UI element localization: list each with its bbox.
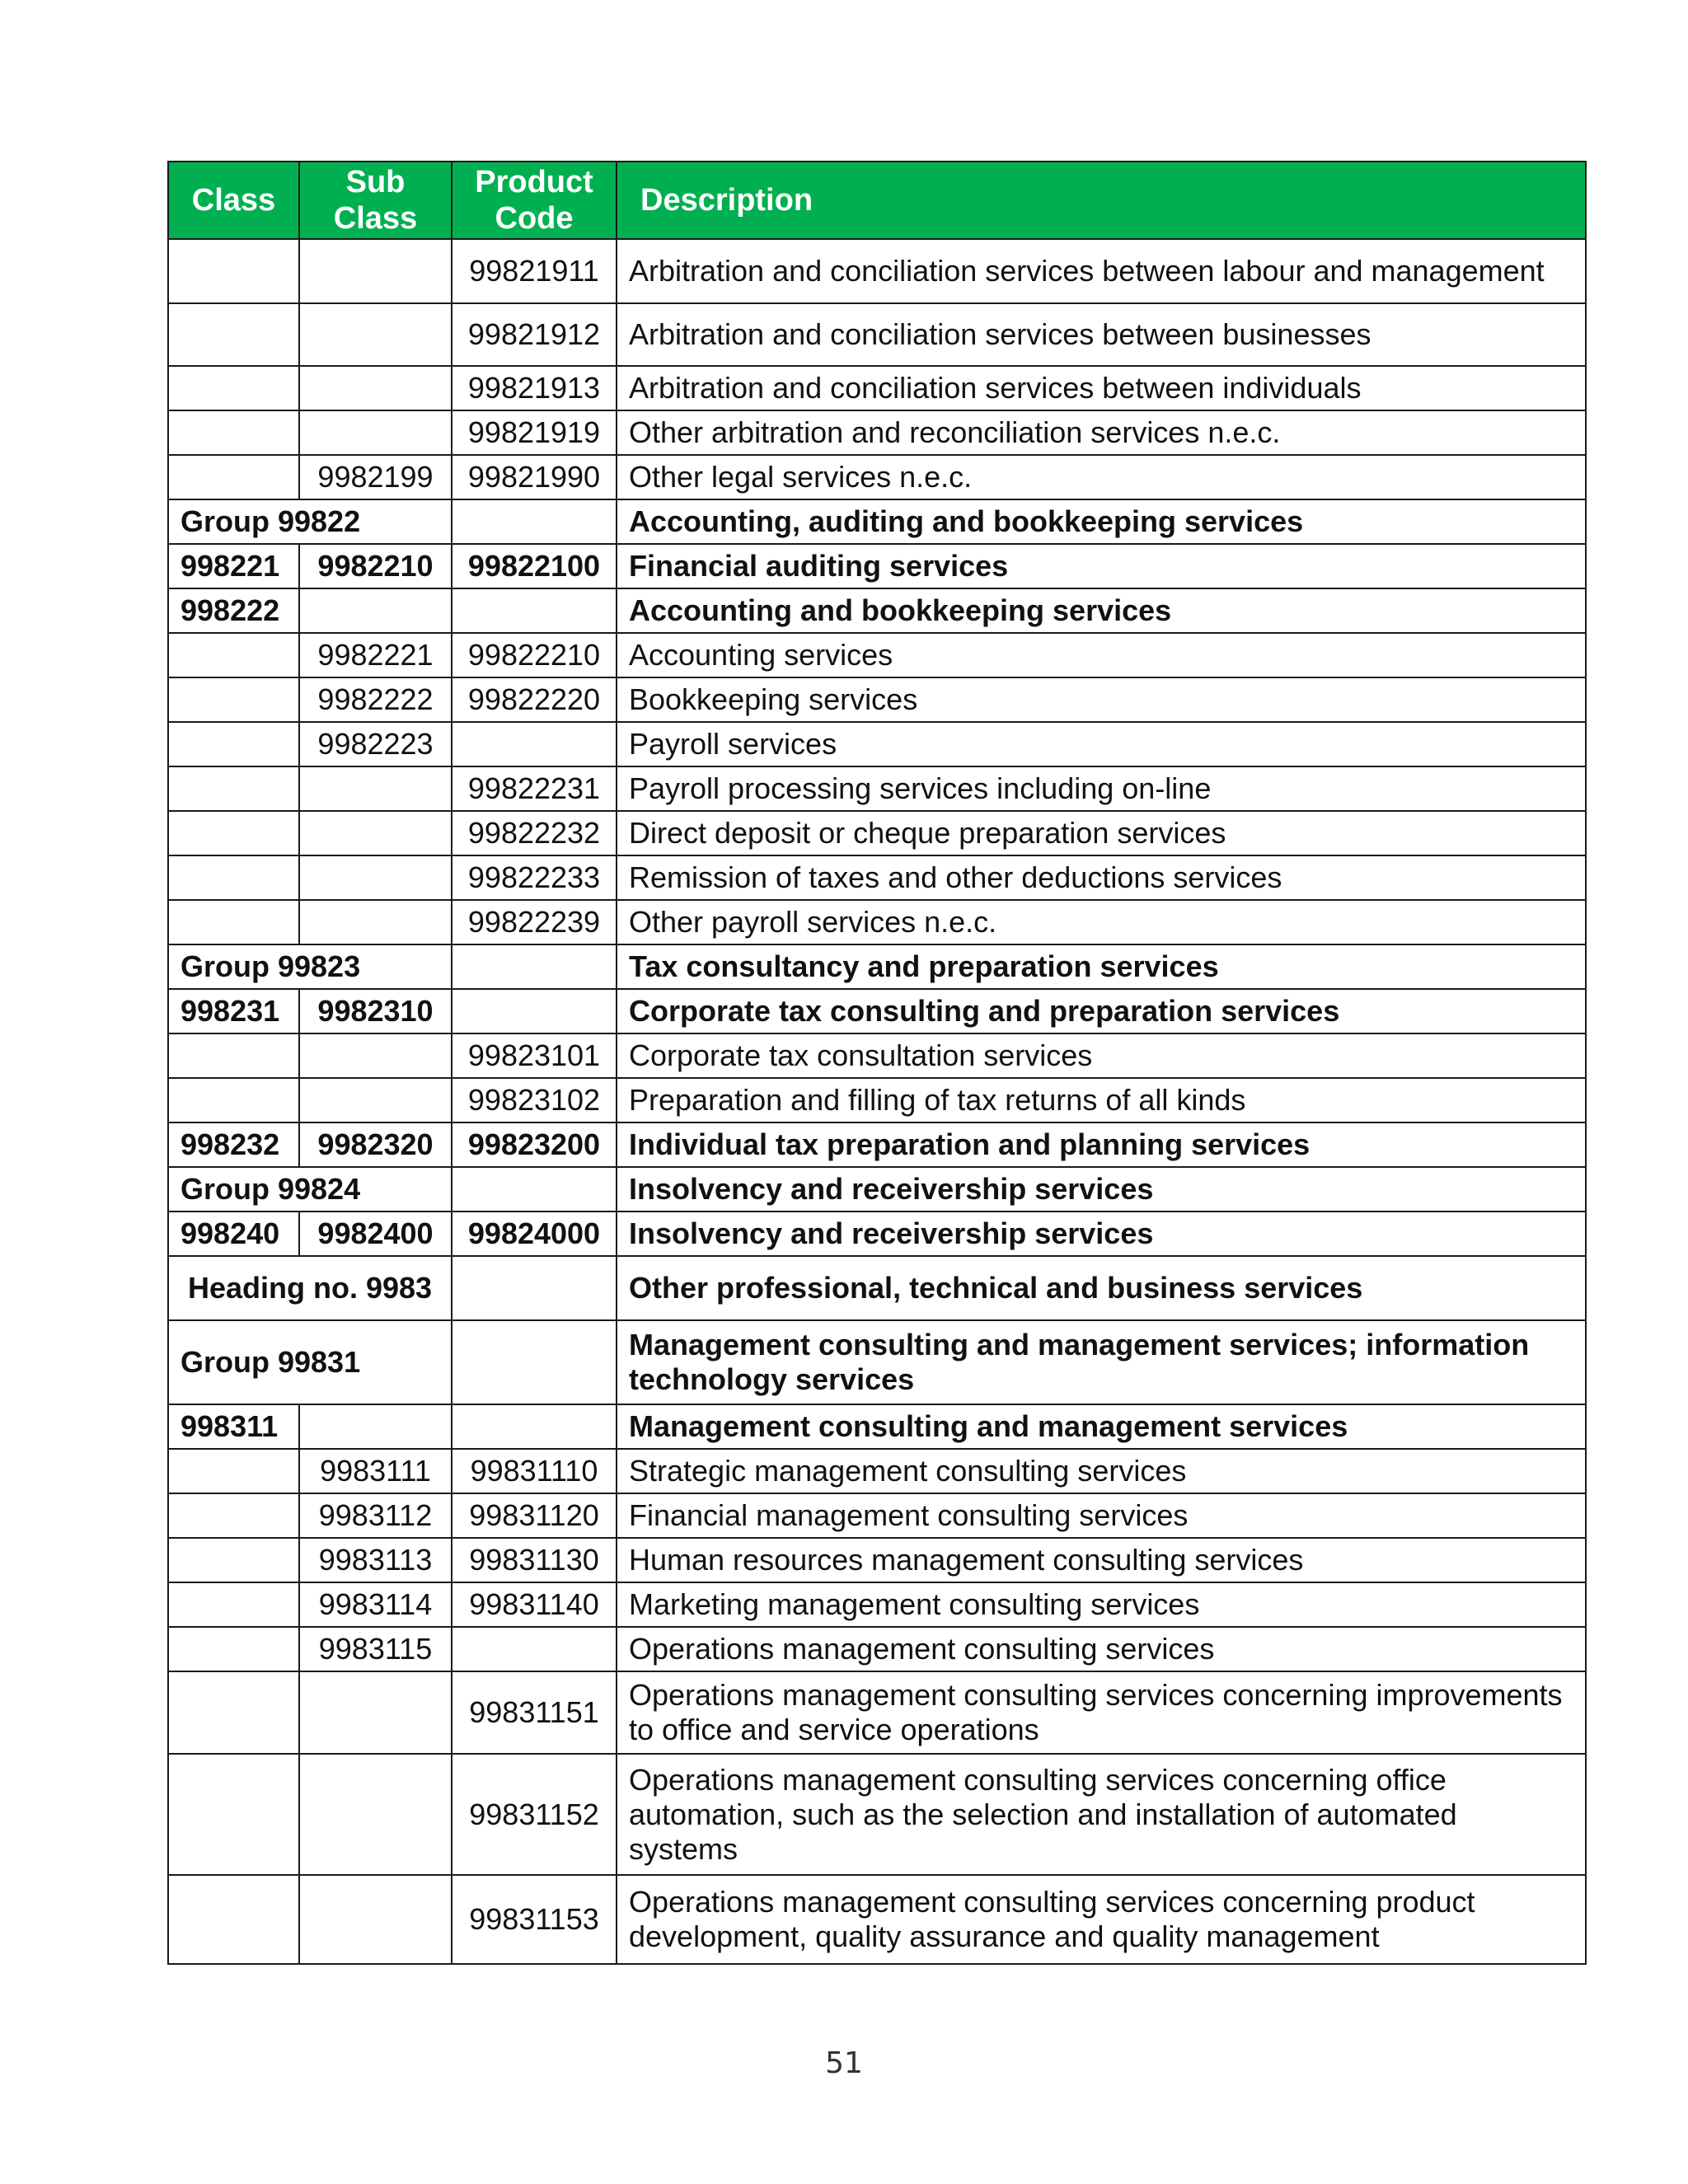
product-code-cell: 99823102 (452, 1078, 617, 1122)
product-code-cell: 99822231 (452, 766, 617, 811)
table-row (168, 1404, 1586, 1449)
table-row (168, 677, 1586, 722)
description-cell: Bookkeeping services (617, 677, 1586, 722)
class-cell: 998221 (168, 544, 299, 588)
description-cell: Operations management consulting services concerning product development, quality assurance and quality management (617, 1875, 1586, 1964)
description-cell: Tax consultancy and preparation services (617, 944, 1586, 989)
class-cell (168, 1671, 299, 1754)
class-cell: 998222 (168, 588, 299, 633)
sub-class-cell (299, 303, 452, 366)
sub-class-cell: 9982210 (299, 544, 452, 588)
sub-class-cell: 9983111 (299, 1449, 452, 1493)
product-code-cell: 99823200 (452, 1122, 617, 1167)
table-row (168, 1212, 1586, 1256)
sub-class-cell (299, 855, 452, 900)
sub-class-cell (299, 410, 452, 455)
product-code-cell: 99822232 (452, 811, 617, 855)
product-code-cell: 99831152 (452, 1754, 617, 1875)
table-row (168, 1122, 1586, 1167)
sub-class-cell (299, 1033, 452, 1078)
description-cell: Remission of taxes and other deductions services (617, 855, 1586, 900)
description-cell: Payroll services (617, 722, 1586, 766)
description-cell: Strategic management consulting services (617, 1449, 1586, 1493)
product-code-cell (452, 1404, 617, 1449)
class-cell: 998240 (168, 1212, 299, 1256)
table-row (168, 1320, 1586, 1404)
class-cell (168, 1627, 299, 1671)
class-cell (168, 1033, 299, 1078)
class-cell: 998231 (168, 989, 299, 1033)
table-row (168, 1754, 1586, 1875)
table-row (168, 303, 1586, 366)
description-cell: Arbitration and conciliation services between individuals (617, 366, 1586, 410)
table-row (168, 1627, 1586, 1671)
class-label-cell: Heading no. 9983 (168, 1256, 452, 1320)
classification-table (167, 161, 1587, 1965)
class-cell (168, 366, 299, 410)
sub-class-cell: 9982222 (299, 677, 452, 722)
class-cell (168, 855, 299, 900)
product-code-cell (452, 1627, 617, 1671)
description-cell: Operations management consulting services concerning improvements to office and service operations (617, 1671, 1586, 1754)
table-row (168, 588, 1586, 633)
product-code-cell: 99822220 (452, 677, 617, 722)
class-cell (168, 1078, 299, 1122)
class-cell: 998311 (168, 1404, 299, 1449)
class-cell (168, 303, 299, 366)
sub-class-cell: 9983112 (299, 1493, 452, 1538)
table-row (168, 1538, 1586, 1582)
product-code-cell: 99831110 (452, 1449, 617, 1493)
description-cell: Arbitration and conciliation services between labour and management (617, 239, 1586, 303)
header-class: Class (168, 162, 299, 239)
table-row (168, 544, 1586, 588)
table-row (168, 1033, 1586, 1078)
table-row (168, 1582, 1586, 1627)
product-code-cell: 99831153 (452, 1875, 617, 1964)
sub-class-cell: 9982199 (299, 455, 452, 499)
sub-class-cell (299, 588, 452, 633)
class-cell (168, 1875, 299, 1964)
sub-class-cell (299, 766, 452, 811)
description-cell: Insolvency and receivership services (617, 1212, 1586, 1256)
table-row (168, 239, 1586, 303)
sub-class-cell (299, 366, 452, 410)
product-code-cell: 99831130 (452, 1538, 617, 1582)
sub-class-cell: 9982223 (299, 722, 452, 766)
description-cell: Management consulting and management services (617, 1404, 1586, 1449)
product-code-cell: 99823101 (452, 1033, 617, 1078)
description-cell: Preparation and filling of tax returns of all kinds (617, 1078, 1586, 1122)
product-code-cell: 99831140 (452, 1582, 617, 1627)
class-cell (168, 633, 299, 677)
table-body (168, 239, 1586, 1964)
product-code-cell: 99831151 (452, 1671, 617, 1754)
sub-class-cell (299, 1671, 452, 1754)
table-row (168, 989, 1586, 1033)
sub-class-cell: 9983115 (299, 1627, 452, 1671)
product-code-cell (452, 944, 617, 989)
class-cell (168, 677, 299, 722)
class-label-cell: Group 99823 (168, 944, 452, 989)
sub-class-cell: 9982400 (299, 1212, 452, 1256)
description-cell: Corporate tax consultation services (617, 1033, 1586, 1078)
table-row (168, 900, 1586, 944)
table-row (168, 1256, 1586, 1320)
class-cell (168, 900, 299, 944)
description-cell: Management consulting and management services; information technology services (617, 1320, 1586, 1404)
product-code-cell: 99822210 (452, 633, 617, 677)
class-cell (168, 722, 299, 766)
product-code-cell (452, 499, 617, 544)
class-cell (168, 1538, 299, 1582)
description-cell: Other legal services n.e.c. (617, 455, 1586, 499)
class-cell (168, 410, 299, 455)
header-sub-class: Sub Class (299, 162, 452, 239)
description-cell: Financial auditing services (617, 544, 1586, 588)
description-cell: Human resources management consulting services (617, 1538, 1586, 1582)
class-cell (168, 239, 299, 303)
class-cell (168, 766, 299, 811)
description-cell: Payroll processing services including on-line (617, 766, 1586, 811)
table-row (168, 722, 1586, 766)
table-row (168, 1875, 1586, 1964)
class-cell (168, 1493, 299, 1538)
product-code-cell (452, 588, 617, 633)
description-cell: Operations management consulting services concerning office automation, such as the selection and installation of automated systems (617, 1754, 1586, 1875)
table-row (168, 366, 1586, 410)
sub-class-cell (299, 1754, 452, 1875)
sub-class-cell: 9982221 (299, 633, 452, 677)
class-cell (168, 1449, 299, 1493)
table-row (168, 1671, 1586, 1754)
table-row (168, 944, 1586, 989)
description-cell: Operations management consulting services (617, 1627, 1586, 1671)
class-label-cell: Group 99831 (168, 1320, 452, 1404)
table-row (168, 455, 1586, 499)
table-row (168, 1167, 1586, 1212)
sub-class-cell (299, 900, 452, 944)
header-description: Description (617, 162, 1586, 239)
sub-class-cell (299, 1404, 452, 1449)
table-row (168, 633, 1586, 677)
description-cell: Arbitration and conciliation services between businesses (617, 303, 1586, 366)
table-row (168, 410, 1586, 455)
product-code-cell: 99821911 (452, 239, 617, 303)
product-code-cell: 99822233 (452, 855, 617, 900)
sub-class-cell: 9983114 (299, 1582, 452, 1627)
sub-class-cell (299, 1078, 452, 1122)
product-code-cell: 99822239 (452, 900, 617, 944)
product-code-cell: 99831120 (452, 1493, 617, 1538)
description-cell: Accounting and bookkeeping services (617, 588, 1586, 633)
class-cell: 998232 (168, 1122, 299, 1167)
description-cell: Accounting services (617, 633, 1586, 677)
table-row (168, 1493, 1586, 1538)
description-cell: Other arbitration and reconciliation services n.e.c. (617, 410, 1586, 455)
product-code-cell: 99822100 (452, 544, 617, 588)
sub-class-cell (299, 811, 452, 855)
product-code-cell (452, 1256, 617, 1320)
table-row (168, 499, 1586, 544)
product-code-cell: 99824000 (452, 1212, 617, 1256)
table-row (168, 855, 1586, 900)
sub-class-cell (299, 1875, 452, 1964)
product-code-cell: 99821919 (452, 410, 617, 455)
page-number: 51 (825, 2046, 863, 2080)
header-product-code: Product Code (452, 162, 617, 239)
description-cell: Individual tax preparation and planning services (617, 1122, 1586, 1167)
product-code-cell (452, 989, 617, 1033)
description-cell: Corporate tax consulting and preparation services (617, 989, 1586, 1033)
description-cell: Other payroll services n.e.c. (617, 900, 1586, 944)
product-code-cell: 99821912 (452, 303, 617, 366)
class-label-cell: Group 99824 (168, 1167, 452, 1212)
sub-class-cell: 9982310 (299, 989, 452, 1033)
product-code-cell (452, 722, 617, 766)
table-row (168, 1449, 1586, 1493)
product-code-cell: 99821913 (452, 366, 617, 410)
sub-class-cell (299, 239, 452, 303)
description-cell: Direct deposit or cheque preparation services (617, 811, 1586, 855)
class-cell (168, 1582, 299, 1627)
table-header-row (168, 162, 1586, 239)
description-cell: Accounting, auditing and bookkeeping services (617, 499, 1586, 544)
table-row (168, 1078, 1586, 1122)
sub-class-cell: 9982320 (299, 1122, 452, 1167)
description-cell: Other professional, technical and business services (617, 1256, 1586, 1320)
class-cell (168, 811, 299, 855)
class-cell (168, 455, 299, 499)
sub-class-cell: 9983113 (299, 1538, 452, 1582)
description-cell: Marketing management consulting services (617, 1582, 1586, 1627)
class-cell (168, 1754, 299, 1875)
product-code-cell (452, 1167, 617, 1212)
description-cell: Insolvency and receivership services (617, 1167, 1586, 1212)
table-row (168, 811, 1586, 855)
table-row (168, 766, 1586, 811)
description-cell: Financial management consulting services (617, 1493, 1586, 1538)
product-code-cell (452, 1320, 617, 1404)
product-code-cell: 99821990 (452, 455, 617, 499)
class-label-cell: Group 99822 (168, 499, 452, 544)
